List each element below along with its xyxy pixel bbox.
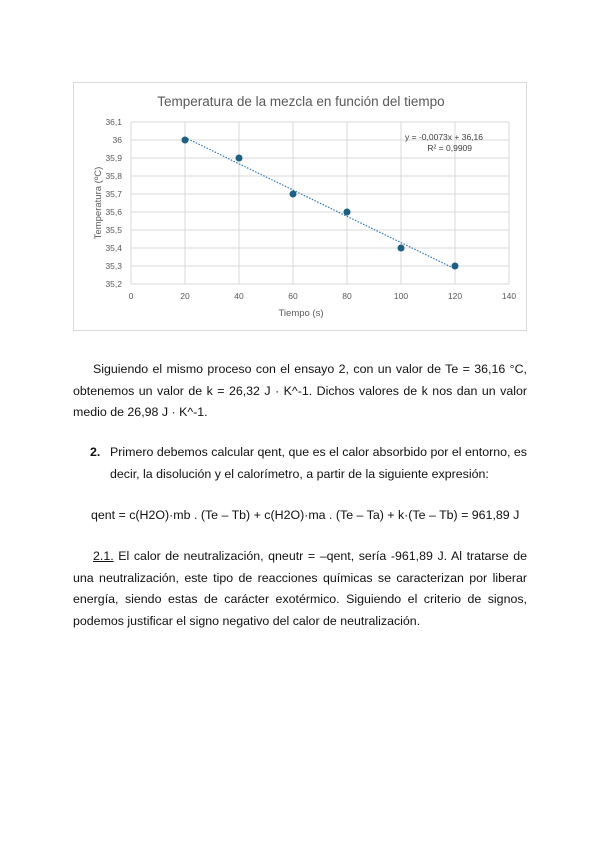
data-point	[290, 191, 297, 198]
data-point	[236, 155, 243, 162]
y-tick-label: 35,8	[105, 171, 122, 181]
trendline-equation: y = -0,0073x + 36,16	[405, 132, 483, 142]
y-tick-label: 36,1	[105, 117, 122, 127]
section-label: 2.1.	[93, 549, 114, 563]
temperature-chart	[74, 83, 528, 332]
list-number: 2.	[90, 445, 101, 459]
chart-title: Temperatura de la mezcla en función del tiempo	[157, 94, 445, 109]
y-tick-label: 35,2	[105, 279, 122, 289]
trendline-r2: R² = 0,9909	[427, 143, 472, 153]
list-item-2	[73, 442, 527, 485]
data-point	[344, 209, 351, 216]
list-item-text: Primero debemos calcular qent, que es el calor absorbido por el entorno, es decir, la disolución y el calorímetro, a partir de la siguiente expresión:	[110, 445, 527, 481]
x-tick-label: 100	[393, 291, 409, 301]
x-tick-label: 40	[234, 291, 244, 301]
y-axis-label: Temperatura (ºC)	[93, 166, 104, 240]
paragraph-ensayo-2: Siguiendo el mismo proceso con el ensayo 2, con un valor de Te = 36,16 °C, obtenemos un valor de k = 26,32 J · K^-1. Dichos valores de k nos dan un valor medio de 26,98 J · K^-1.	[73, 362, 527, 419]
x-tick-label: 80	[342, 291, 352, 301]
y-tick-label: 36	[112, 135, 122, 145]
x-tick-label: 0	[128, 291, 134, 301]
data-point	[398, 245, 405, 252]
trendline	[185, 137, 455, 268]
x-tick-label: 120	[447, 291, 463, 301]
y-tick-label: 35,5	[105, 225, 122, 235]
y-tick-label: 35,3	[105, 261, 122, 271]
x-tick-label: 140	[501, 291, 517, 301]
y-tick-label: 35,4	[105, 243, 122, 253]
x-axis-label: Tiempo (s)	[278, 308, 324, 319]
data-point	[452, 263, 459, 270]
x-tick-label: 20	[180, 291, 190, 301]
data-point	[182, 137, 189, 144]
formula-qent: qent = c(H2O)·mb . (Te – Tb) + c(H2O)·ma . (Te – Ta) + k·(Te – Tb) = 961,89 J	[91, 508, 520, 522]
y-tick-label: 35,9	[105, 153, 122, 163]
paragraph-neutralizacion	[73, 546, 527, 632]
chart-container	[73, 82, 527, 331]
x-tick-label: 60	[288, 291, 298, 301]
y-tick-label: 35,7	[105, 189, 122, 199]
paragraph-text: El calor de neutralización, qneutr = –qent, sería -961,89 J. Al tratarse de una neutralización, este tipo de reacciones químicas se caracterizan por liberar energía, siendo estas de carácter exotérmico. Siguiendo el criterio de signos, podemos justificar el signo negativo del calor de neutralización.	[73, 549, 527, 628]
y-tick-label: 35,6	[105, 207, 122, 217]
